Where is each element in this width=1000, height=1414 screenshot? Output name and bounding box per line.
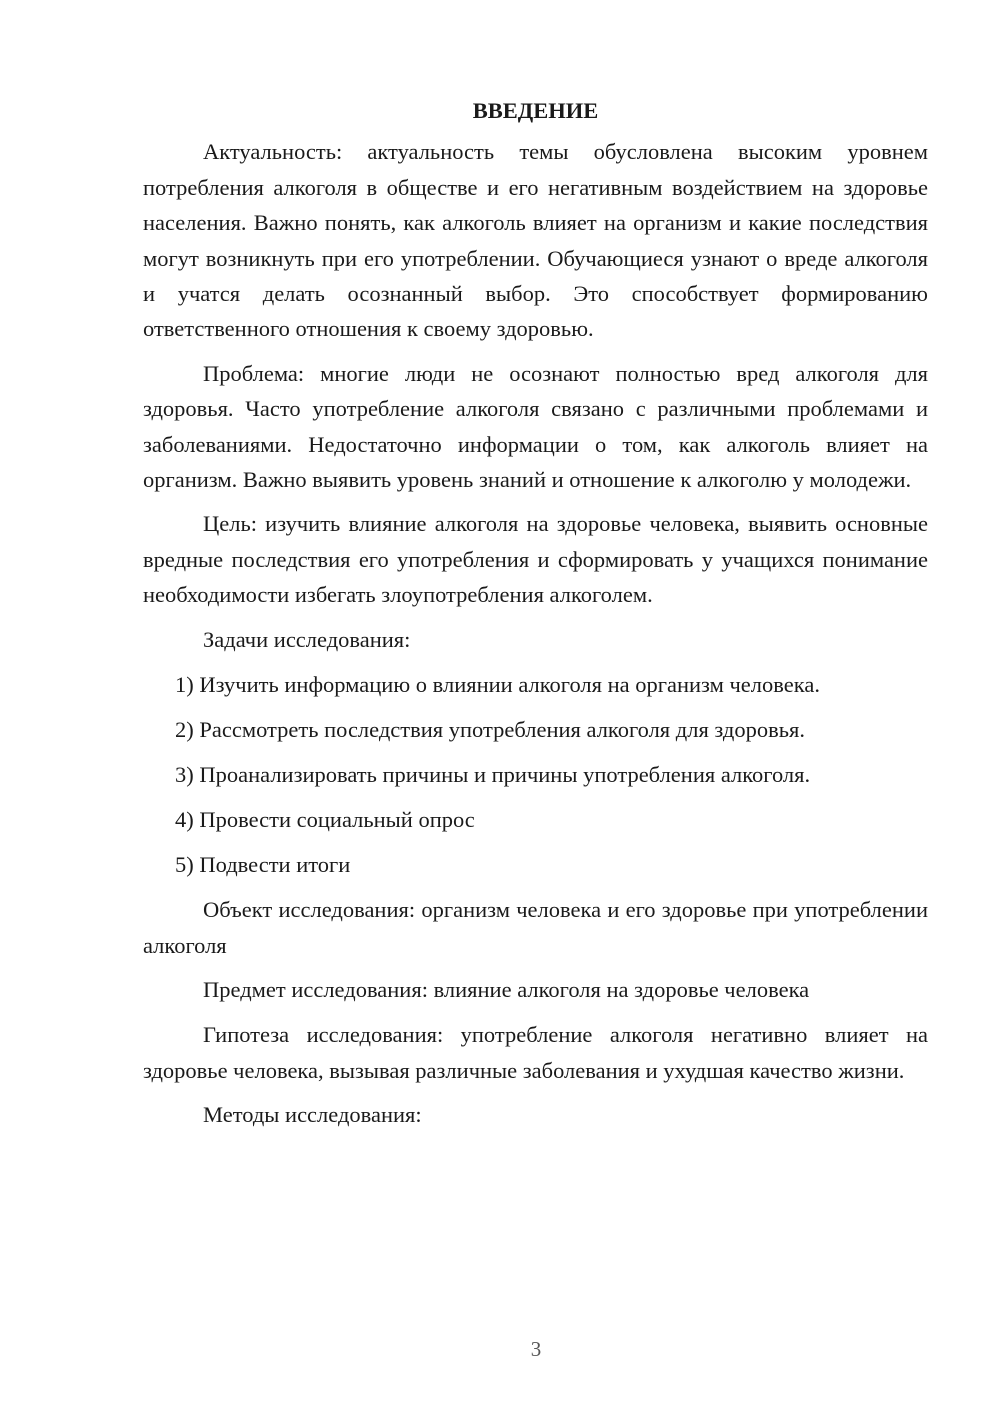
- list-item: 4) Провести социальный опрос: [175, 807, 475, 833]
- tasks-list: [143, 667, 928, 882]
- page-content: [143, 93, 928, 1143]
- list-item: 5) Подвести итоги: [175, 852, 351, 878]
- list-item: 3) Проанализировать причины и причины употребления алкоголя.: [175, 762, 811, 788]
- paragraph-hypothesis: Гипотеза исследования: употребление алкоголя негативно влияет на здоровье человека, вызывая различные заболевания и ухудшая качество жизни.: [143, 1022, 928, 1083]
- list-item: 1) Изучить информацию о влиянии алкоголя на организм человека.: [175, 672, 820, 698]
- paragraph-goal: Цель: изучить влияние алкоголя на здоровье человека, выявить основные вредные последствия его употребления и сформировать у учащихся понимание необходимости избегать злоупотребления алкоголем.: [143, 511, 928, 608]
- paragraph-relevance: Актуальность: актуальность темы обусловлена высоким уровнем потребления алкоголя в обществе и его негативным воздействием на здоровье населения. Важно понять, как алкоголь влияет на организм и какие последствия могут возникнуть при его употреблении. Обучающиеся узнают о вреде алкоголя и учатся делать осознанный выбор. Это способствует формированию ответственного отношения к своему здоровью.: [143, 139, 928, 342]
- page-number: 3: [530, 1337, 542, 1361]
- tasks-heading: Задачи исследования:: [203, 626, 411, 652]
- paragraph-problem: Проблема: многие люди не осознают полностью вред алкоголя для здоровья. Часто употребление алкоголя связано с различными проблемами и заболеваниями. Недостаточно информации о том, как алкоголь влияет на организм. Важно выявить уровень знаний и отношение к алкоголю у молодежи.: [143, 360, 928, 493]
- list-item: 2) Рассмотреть последствия употребления алкоголя для здоровья.: [175, 717, 805, 743]
- paragraph-subject: Предмет исследования: влияние алкоголя на здоровье человека: [203, 976, 810, 1002]
- section-title: ВВЕДЕНИЕ: [472, 98, 599, 123]
- paragraph-object: Объект исследования: организм человека и его здоровье при употреблении алкоголя: [143, 897, 928, 958]
- methods-heading: Методы исследования:: [203, 1102, 422, 1128]
